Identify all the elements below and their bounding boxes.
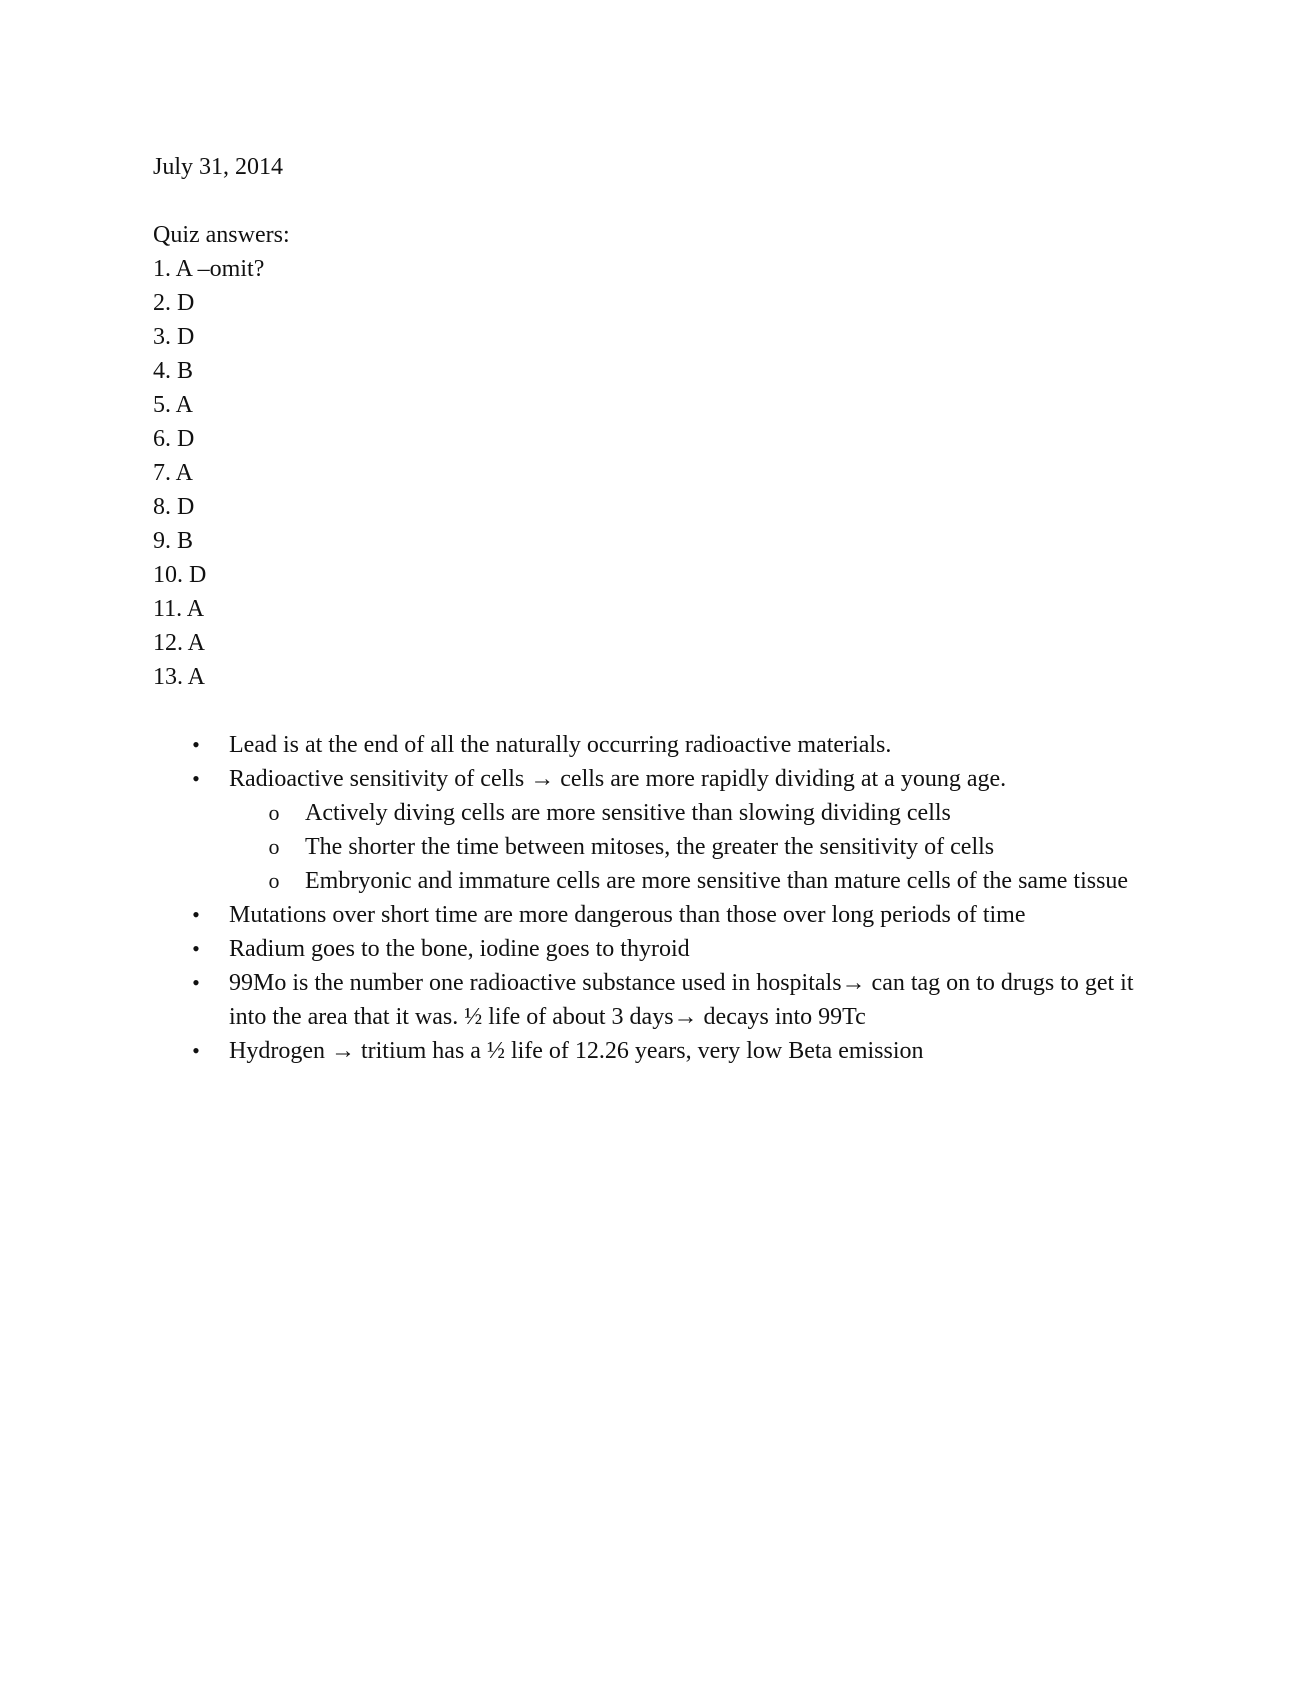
subnote-item xyxy=(229,830,1150,864)
note-item xyxy=(153,966,1149,1034)
subnotes-list xyxy=(229,796,1149,898)
quiz-answer: 3. D xyxy=(153,324,195,350)
subnote-text: The shorter the time between mitoses, the greater the sensitivity of cells xyxy=(305,834,995,860)
quiz-answer: 9. B xyxy=(153,528,194,554)
notes-list xyxy=(153,728,1153,1068)
bullet-icon: • xyxy=(192,936,200,961)
document-date: July 31, 2014 xyxy=(153,154,284,180)
quiz-answer: 13. A xyxy=(153,664,206,690)
note-text: Radioactive sensitivity of cells → cells are more rapidly dividing at a young age. xyxy=(229,766,1007,792)
subnote-item xyxy=(229,864,1150,898)
quiz-answer: 11. A xyxy=(153,596,205,622)
quiz-answer: 1. A –omit? xyxy=(153,256,265,282)
note-item xyxy=(153,932,1149,966)
bullet-icon: • xyxy=(192,732,200,757)
note-text: Mutations over short time are more dangerous than those over long periods of time xyxy=(229,902,1026,928)
subnote-item xyxy=(229,796,1150,830)
note-item xyxy=(153,762,1149,898)
note-item xyxy=(153,898,1149,932)
quiz-answer-list xyxy=(153,252,1153,694)
quiz-answer: 10. D xyxy=(153,562,207,588)
bullet-icon: • xyxy=(192,1038,200,1063)
document-body xyxy=(153,150,1153,1068)
quiz-answer: 7. A xyxy=(153,460,194,486)
note-item xyxy=(153,1034,1149,1068)
note-text: 99Mo is the number one radioactive substance used in hospitals→ can tag on to drugs to get it into the area that it was. ½ life of about 3 days→ decays into 99Tc xyxy=(229,970,1134,1030)
hollow-bullet-icon: o xyxy=(268,868,280,893)
quiz-answer: 5. A xyxy=(153,392,194,418)
note-text: Lead is at the end of all the naturally occurring radioactive materials. xyxy=(229,732,892,758)
quiz-answer: 6. D xyxy=(153,426,195,452)
note-text: Radium goes to the bone, iodine goes to thyroid xyxy=(229,936,690,962)
quiz-answer: 4. B xyxy=(153,358,194,384)
note-item xyxy=(153,728,1149,762)
bullet-icon: • xyxy=(192,766,200,791)
hollow-bullet-icon: o xyxy=(268,800,280,825)
subnote-text: Actively diving cells are more sensitive than slowing dividing cells xyxy=(305,800,951,826)
bullet-icon: • xyxy=(192,902,200,927)
quiz-answer: 12. A xyxy=(153,630,206,656)
quiz-answer: 2. D xyxy=(153,290,195,316)
hollow-bullet-icon: o xyxy=(268,834,280,859)
bullet-icon: • xyxy=(192,970,200,995)
quiz-heading: Quiz answers: xyxy=(153,222,290,248)
subnote-text: Embryonic and immature cells are more sensitive than mature cells of the same tissue xyxy=(305,868,1129,894)
quiz-answer: 8. D xyxy=(153,494,195,520)
note-text: Hydrogen → tritium has a ½ life of 12.26 years, very low Beta emission xyxy=(229,1038,924,1064)
